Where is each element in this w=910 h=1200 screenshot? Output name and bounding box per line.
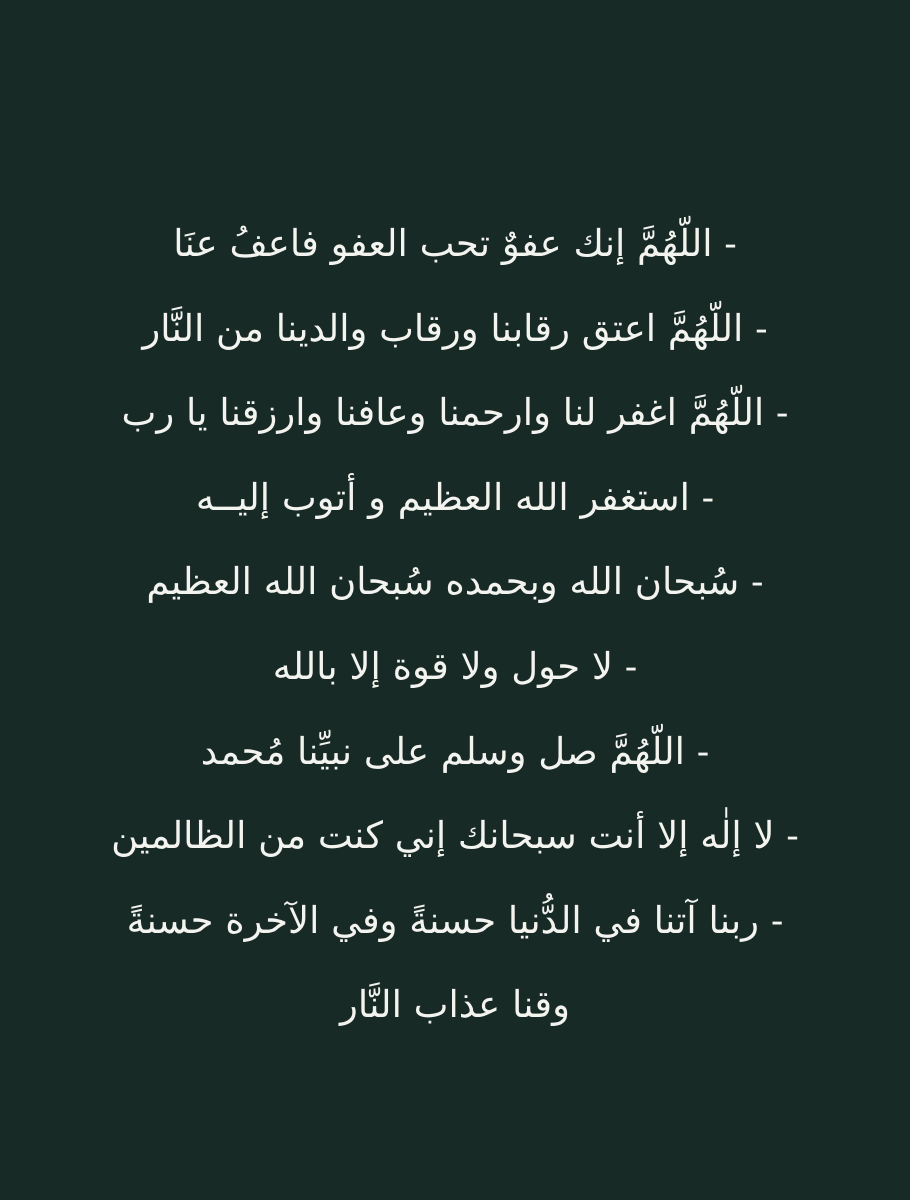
dua-list	[0, 216, 910, 1062]
dua-line-yunus: - لا إلٰه إلا أنت سبحانك إني كنت من الظالمين	[111, 814, 799, 858]
dua-line-salawat: - اللّهُمَّ صل وسلم على نبيِّنا مُحمد	[200, 729, 710, 773]
dua-line-hawqala: - لا حول ولا قوة إلا بالله	[272, 644, 638, 688]
dua-line-mercy: - اللّهُمَّ اغفر لنا وارحمنا وعافنا وارزقنا يا رب	[121, 391, 789, 435]
dua-line-istighfar: - استغفر الله العظيم و أتوب إليــه	[195, 475, 715, 519]
dua-line-free-from-fire: - اللّهُمَّ اعتق رقابنا ورقاب والدينا من النَّار	[142, 306, 768, 350]
dua-line-forgiveness: - اللّهُمَّ إنك عفوٌ تحب العفو فاعفُ عنَا	[173, 222, 737, 265]
dua-line-rabbana-continued: وقنا عذاب النَّار	[340, 983, 570, 1027]
dua-line-rabbana: - ربنا آتنا في الدُّنيا حسنةً وفي الآخرة حسنةً	[126, 898, 784, 942]
dua-line-tasbih: - سُبحان الله وبحمده سُبحان الله العظيم	[146, 560, 764, 604]
